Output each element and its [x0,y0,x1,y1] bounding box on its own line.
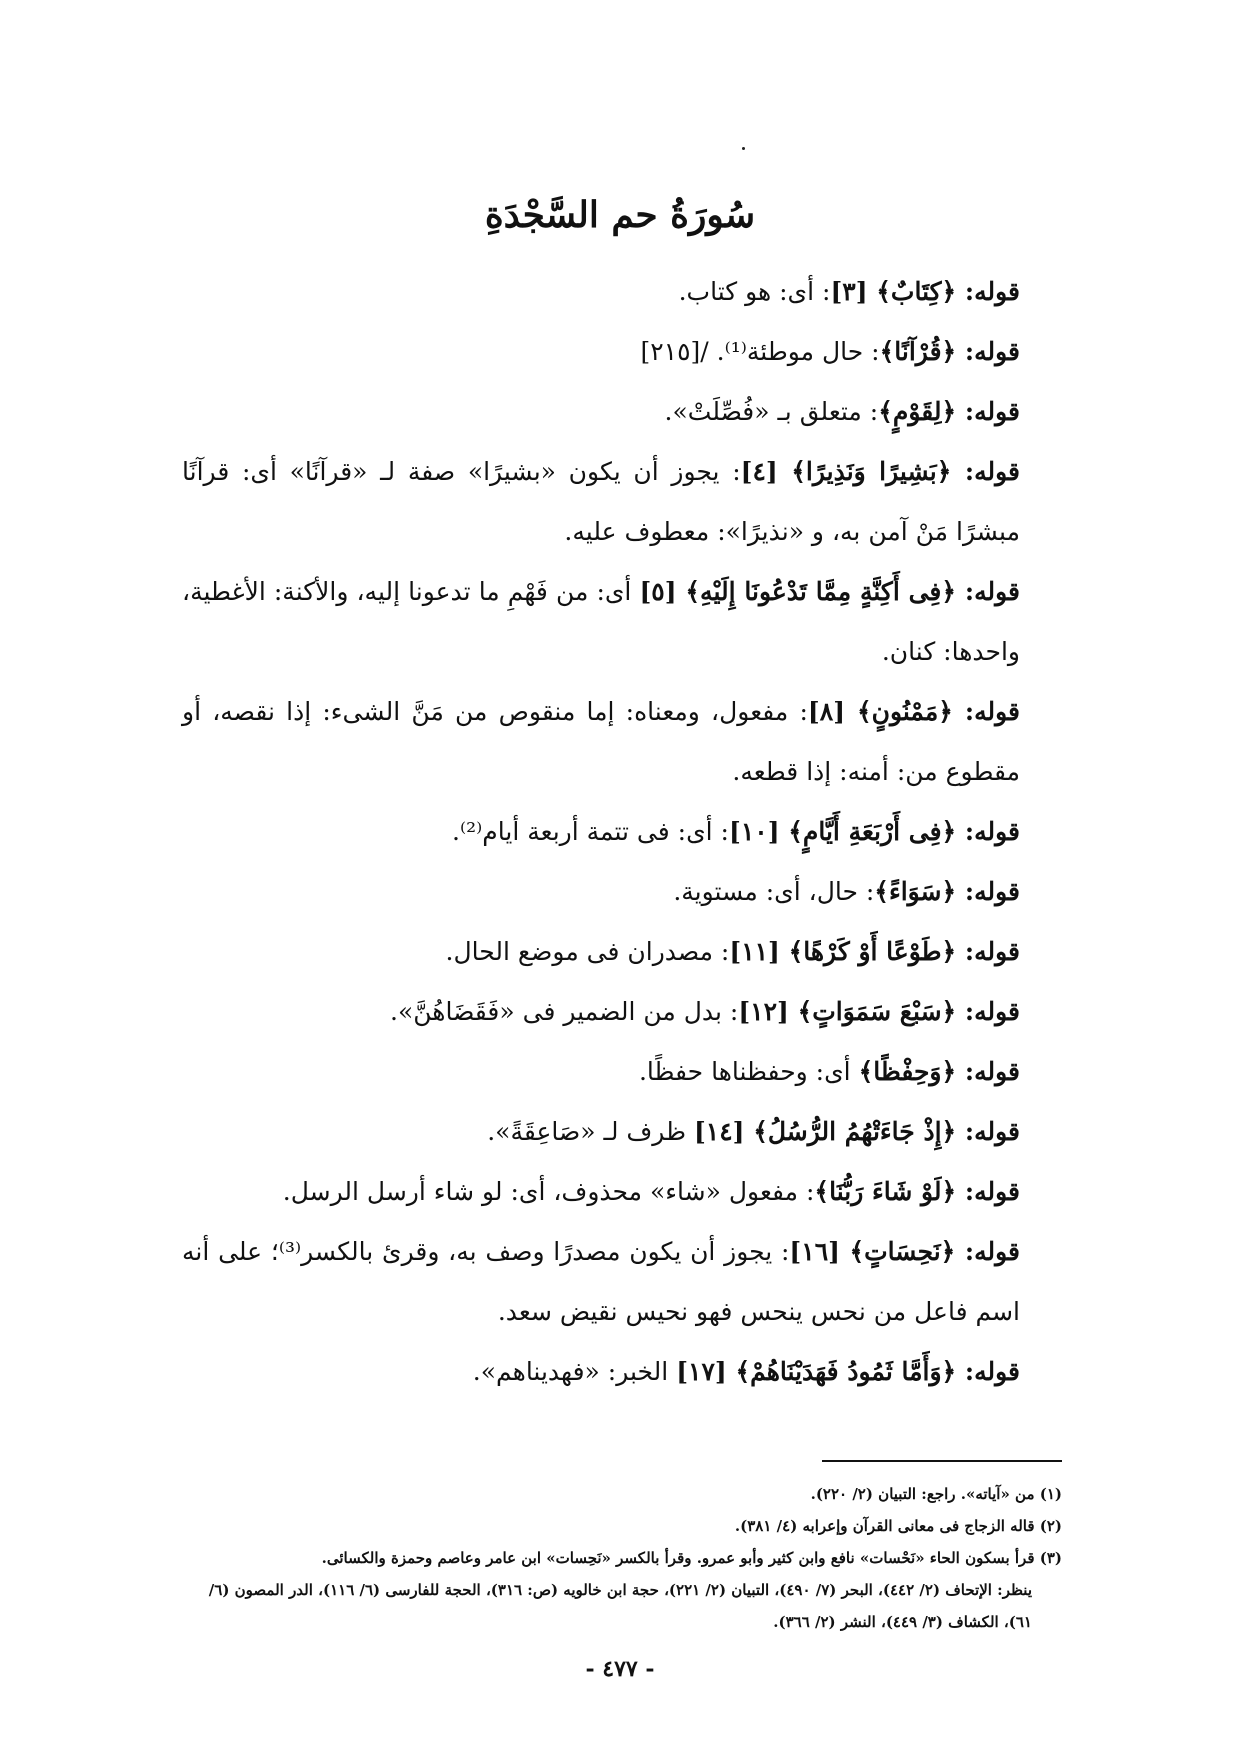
quran-quote: ﴿سَوَاءً﴾ [874,877,957,906]
verse-number: [١٠] [728,817,789,846]
footnote: (١) من «آياته». راجع: التبيان (٢/ ٢٢٠). [810,1485,1062,1503]
quran-quote: ﴿وَحِفْظًا﴾ [858,1057,957,1086]
quran-quote: ﴿مَمْنُونٍ﴾ [856,697,953,726]
entry-keyword: قوله: [956,1357,1020,1386]
quran-quote: ﴿إِذْ جَاءَتْهُمُ الرُّسُلُ﴾ [753,1117,957,1146]
quran-quote: ﴿سَبْعَ سَمَوَاتٍ﴾ [797,997,957,1026]
footnote: ينظر: الإتحاف (٢/ ٤٤٢)، البحر (٧/ ٤٩٠)، التبيان (٢/ ٢٢١)، حجة ابن خالويه (ص: ٣١٦)، الحجة للفارسى (٦/ ١١٦)، الدر المصون (٦/ ٦١)، الكشاف (٣/ ٤٤٩)، النشر (٢/ ٣٦٦). [208,1581,1032,1631]
commentary-entry [182,1342,1062,1402]
verse-number: [١٧] [676,1357,736,1386]
footnote: (٢) قاله الزجاج فى معانى القرآن وإعرابه (٤/ ٣٨١). [734,1517,1062,1535]
entry-keyword: قوله: [951,457,1020,486]
entry-text: : مفعول، ومعناه: إما منقوص من مَنَّ الشىء: إذا نقصه، أو مقطوع من: أمنه: إذا قطعه. [182,697,1020,786]
entry-text: : متعلق بـ «فُصِّلَتْ». [664,397,879,426]
entry-keyword: قوله: [955,1237,1020,1266]
commentary-body [182,262,1062,1402]
commentary-entry [182,682,1062,802]
quran-quote: ﴿قُرْآنًا﴾ [879,337,957,366]
ink-speck [742,147,745,150]
quran-quote: ﴿لَوْ شَاءَ رَبُّنَا﴾ [814,1177,957,1206]
commentary-entry [182,862,1062,922]
entry-text: : بدل من الضمير فى «فَقَضَاهُنَّ». [390,997,739,1026]
entry-text: ظرف لـ «صَاعِقَةً». [487,1117,694,1146]
page-number: - ٤٧٧ - [585,1656,655,1682]
footnote: (٣) قرأ بسكون الحاء «نَحْسات» نافع وابن كثير وأبو عمرو. وقرأ بالكسر «نَحِسات» ابن عامر وعاصم وحمزة والكسائى. [321,1549,1062,1567]
commentary-entry [182,1162,1062,1222]
commentary-entry [182,1042,1062,1102]
entry-text: : مصدران فى موضع الحال. [445,937,730,966]
verse-number: [٨] [807,697,857,726]
entry-text: : مفعول «شاء» محذوف، أى: لو شاء أرسل الرسل. [282,1177,815,1206]
quran-quote: ﴿فِى أَرْبَعَةِ أَيَّامٍ﴾ [788,817,957,846]
entry-keyword: قوله: [956,817,1020,846]
commentary-entry [182,922,1062,982]
verse-number: [١١] [729,937,789,966]
entry-text: : أى: فى تتمة أربعة أيام⁽²⁾. [452,817,729,846]
verse-number: [١٢] [738,997,798,1026]
commentary-entry [182,262,1062,322]
entry-text: : أى: هو كتاب. [678,277,831,306]
commentary-entry [182,442,1062,562]
entry-keyword: قوله: [956,877,1020,906]
verse-number: [١٤] [693,1117,754,1146]
entry-keyword: قوله: [956,997,1020,1026]
entry-text: : يجوز أن يكون مصدرًا وصف به، وقرئ بالكسر⁽³⁾؛ على أنه اسم فاعل من نحس ينحس فهو نحيس نقيض سعد. [182,1237,1020,1326]
entry-keyword: قوله: [956,1057,1020,1086]
entry-text: : حال موطئة⁽¹⁾. /[٢١٥] [640,337,880,366]
commentary-entry [182,1222,1062,1342]
entry-text: : يجوز أن يكون «بشيرًا» صفة لـ «قرآنًا» أى: قرآنًا مبشرًا مَنْ آمن به، و «نذيرًا»: معطوف عليه. [182,457,1020,546]
commentary-entry [182,1102,1062,1162]
surah-title: سُورَةُ حم السَّجْدَةِ [484,194,756,236]
quran-quote: ﴿بَشِيرًا وَنَذِيرًا﴾ [791,457,952,486]
entry-keyword: قوله: [956,1117,1020,1146]
quran-quote: ﴿وَأَمَّا ثَمُودُ فَهَدَيْنَاهُمْ﴾ [735,1357,957,1386]
entry-text: أى: من فَهْمِ ما تدعونا إليه، والأكنة: الأغطية، واحدها: كنان. [182,577,1020,666]
quran-quote: ﴿نَحِسَاتٍ﴾ [849,1237,956,1266]
commentary-entry [182,982,1062,1042]
entry-text: أى: وحفظناها حفظًا. [638,1057,859,1086]
footnote-divider [822,1460,1062,1462]
commentary-entry [182,382,1062,442]
verse-number: [١٦] [789,1237,850,1266]
commentary-entry [182,802,1062,862]
entry-keyword: قوله: [956,937,1020,966]
entry-text: : حال، أى: مستوية. [673,877,875,906]
commentary-entry [182,322,1062,382]
quran-quote: ﴿لِقَوْمٍ﴾ [878,397,957,426]
quran-quote: ﴿فِى أَكِنَّةٍ مِمَّا تَدْعُونَا إِلَيْهِ﴾ [685,577,957,606]
quran-quote: ﴿طَوْعًا أَوْ كَرْهًا﴾ [788,937,957,966]
footnotes [182,1478,1062,1638]
entry-keyword: قوله: [956,397,1020,426]
verse-number: [٤] [740,457,792,486]
verse-number: [٥] [639,577,686,606]
entry-keyword: قوله: [956,1177,1020,1206]
entry-text: الخبر: «فهديناهم». [472,1357,677,1386]
entry-keyword: قوله: [956,577,1020,606]
verse-number: [٣] [830,277,877,306]
entry-keyword: قوله: [956,277,1020,306]
entry-keyword: قوله: [956,337,1020,366]
quran-quote: ﴿كِتَابٌ﴾ [876,277,957,306]
entry-keyword: قوله: [952,697,1020,726]
commentary-entry [182,562,1062,682]
